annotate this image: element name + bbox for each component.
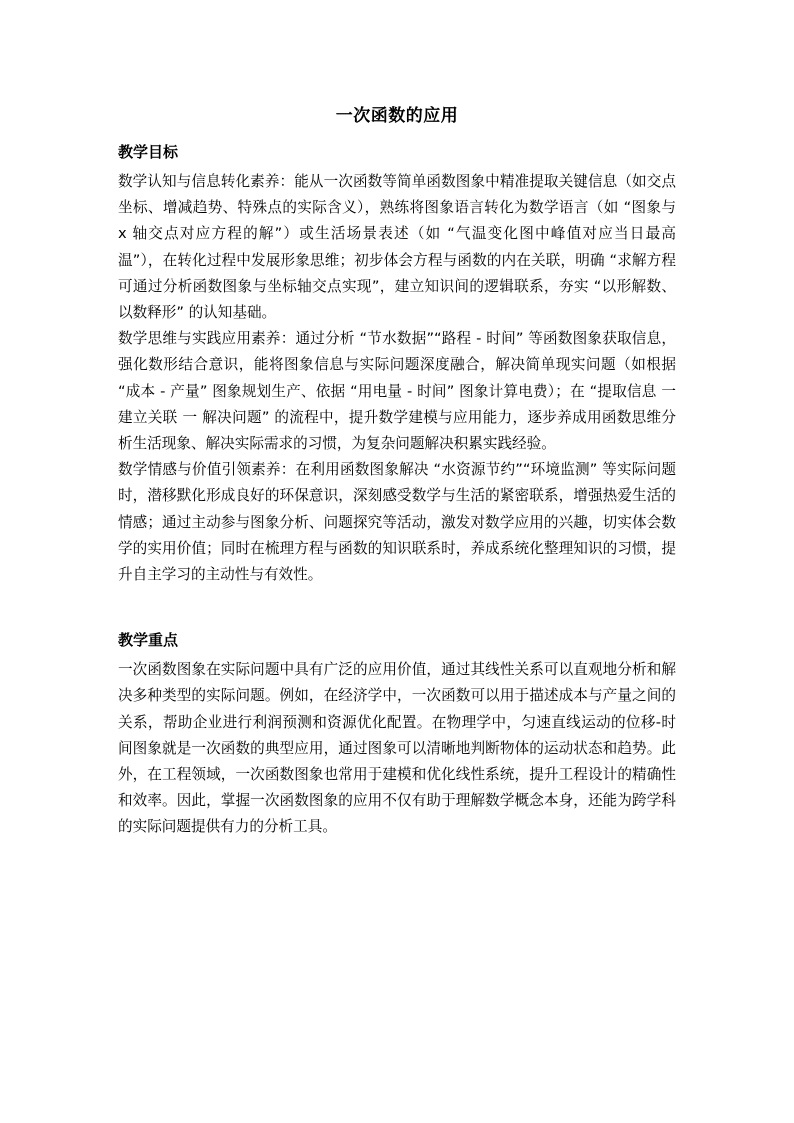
document-title: 一次函数的应用 bbox=[335, 106, 459, 126]
section-heading: 教学重点 bbox=[118, 631, 179, 650]
paragraph-teaching-focus: 一次函数图象在实际问题中具有广泛的应用价值，通过其线性关系可以直观地分析和解决多种类型的实际问题。例如，在经济学中，一次函数可以用于描述成本与产量之间的关系，帮助企业进行利润预测和资源优化配置。在物理学中，匀速直线运动的位移-时间图象就是一次函数的典型应用，通过图象可以清晰地判断物体的运动状态和趋势。此外，在工程领域，一次函数图象也常用于建模和优化线性系统，提升工程设计的精确性和效率。因此，掌握一次函数图象的应用不仅有助于理解数学概念本身，还能为跨学科的实际问题提供有力的分析工具。 bbox=[118, 661, 676, 836]
section-teaching-objectives bbox=[118, 140, 676, 588]
paragraph-cognition-literacy: 数学认知与信息转化素养：能从一次函数等简单函数图象中精准提取关键信息（如交点坐标、增减趋势、特殊点的实际含义），熟练将图象语言转化为数学语言（如 “图象与 x 轴交点对应方程的解”）或生活场景表述（如 “气温变化图中峰值对应当日最高温”），在转化过程中发展形象思维；初步体会方程与函数的内在关联，明确 “求解方程可通过分析函数图象与坐标轴交点实现”，建立知识间的逻辑联系，夯实 “以形解数、以数释形” 的认知基础。 bbox=[118, 173, 676, 322]
document-page bbox=[118, 104, 676, 841]
section-teaching-focus bbox=[118, 628, 676, 840]
paragraph-thinking-practice-literacy: 数学思维与实践应用素养：通过分析 “节水数据”“路程 - 时间” 等函数图象获取信息，强化数形结合意识，能将图象信息与实际问题深度融合，解决简单现实问题（如根据 “成本 - 产量” 图象规划生产、依据 “用电量 - 时间” 图象计算电费）；在 “提取信息 一 建立关联 一 解决问题” 的流程中，提升数学建模与应用能力，逐步养成用函数思维分析生活现象、解决实际需求的习惯，为复杂问题解决积累实践经验。 bbox=[118, 330, 676, 453]
paragraph-emotion-value-literacy: 数学情感与价值引领素养：在利用函数图象解决 “水资源节约”“环境监测” 等实际问题时，潜移默化形成良好的环保意识，深刻感受数学与生活的紧密联系，增强热爱生活的情感；通过主动参与图象分析、问题探究等活动，激发对数学应用的兴趣，切实体会数学的实用价值；同时在梳理方程与函数的知识联系时，养成系统化整理知识的习惯，提升自主学习的主动性与有效性。 bbox=[118, 461, 676, 584]
section-heading: 教学目标 bbox=[118, 143, 179, 161]
section-spacer bbox=[118, 588, 676, 628]
